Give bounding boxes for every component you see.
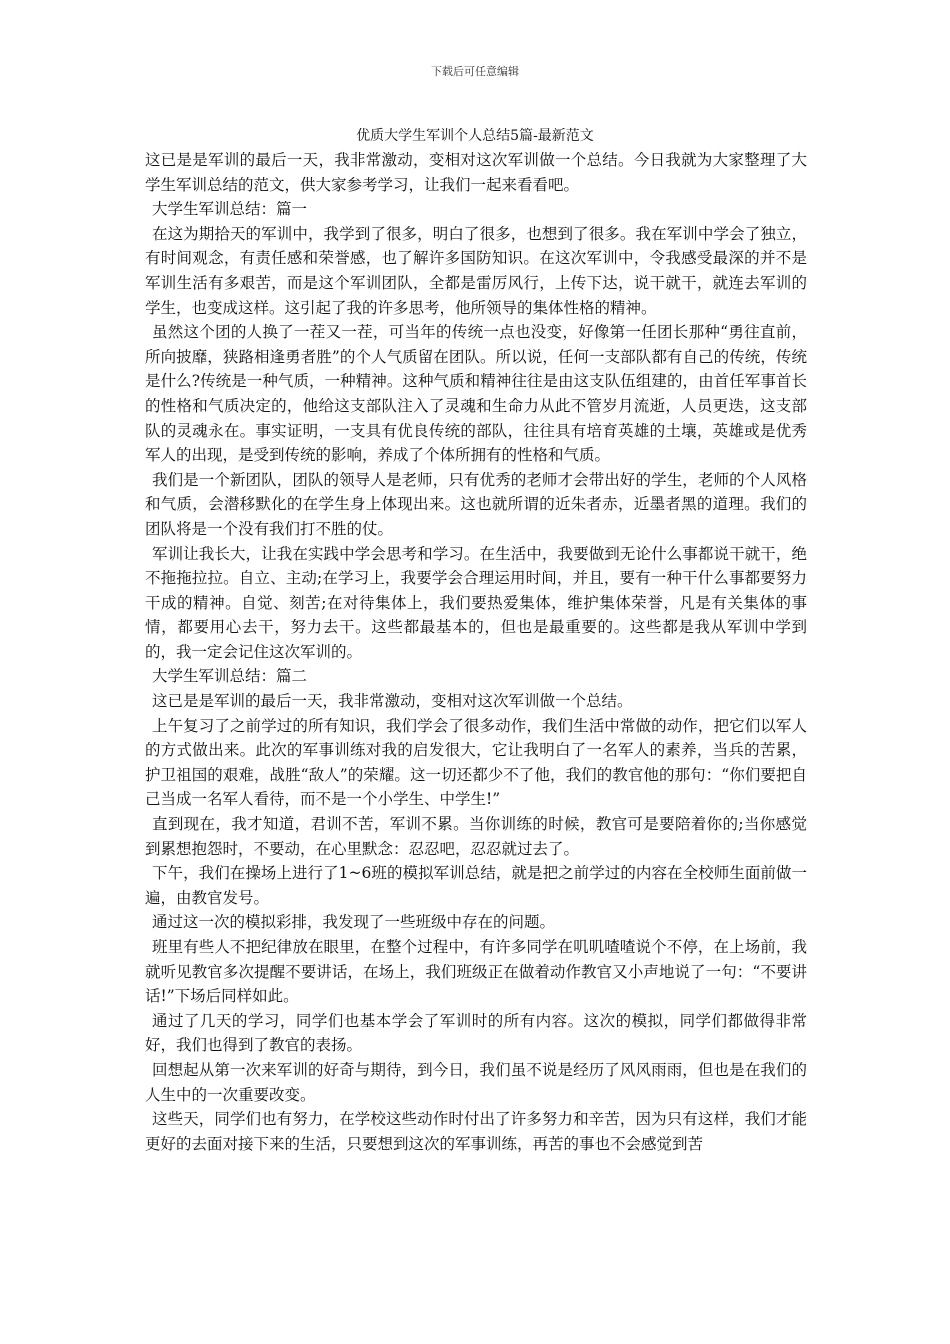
- body-paragraph: 我们是一个新团队，团队的领导人是老师，只有优秀的老师才会带出好的学生，老师的个人风格和气质，会潜移默化的在学生身上体现出来。这也就所谓的近朱者赤，近墨者黑的道理。我们的团队将是一个没有我们打不胜的仗。: [145, 470, 807, 538]
- section-heading-2: 大学生军训总结：篇二: [151, 667, 307, 686]
- body-paragraph: 军训让我长大，让我在实践中学会思考和学习。在生活中，我要做到无论什么事都说干就干，绝不拖拖拉拉。自立、主动;在学习上，我要学会合理运用时间，并且，要有一种干什么事都要努力干成的精神。自觉、刻苦;在对待集体上，我们要热爱集体，维护集体荣誉，凡是有关集体的事情，都要用心去干，努力去干。这些都最基本的，但也是最重要的。这些都是我从军训中学到的，我一定会记住这次军训的。: [145, 544, 807, 661]
- body-paragraph: 通过这一次的模拟彩排，我发现了一些班级中存在的问题。: [151, 913, 555, 932]
- body-paragraph: 回想起从第一次来军训的好奇与期待，到今日，我们虽不说是经历了风风雨雨，但也是在我们的人生中的一次重要改变。: [145, 1060, 807, 1104]
- body-paragraph: 在这为期拾天的军训中，我学到了很多，明白了很多，也想到了很多。我在军训中学会了独立，有时间观念，有责任感和荣誉感，也了解许多国防知识。在这次军训中，令我感受最深的并不是军训生活有多艰苦，而是这个军训团队，全都是雷厉风行，上传下达，说干就干，就连去军训的学生，也变成这样。这引起了我的许多思考，他所领导的集体性格的精神。: [145, 224, 807, 317]
- body-paragraph: 通过了几天的学习，同学们也基本学会了军训时的所有内容。这次的模拟，同学们都做得非常好，我们也得到了教官的表扬。: [145, 1011, 807, 1055]
- body-paragraph: 下午，我们在操场上进行了1~6班的模拟军训总结，就是把之前学过的内容在全校师生面前做一遍，由教官发号。: [145, 864, 807, 907]
- document-title: 优质大学生军训个人总结5篇-最新范文: [356, 128, 594, 144]
- section-heading-1: 大学生军训总结：篇一: [151, 200, 307, 219]
- page-header-note: 下载后可任意编辑: [431, 65, 519, 78]
- document-body: [145, 148, 807, 1156]
- body-paragraph: 虽然这个团的人换了一茬又一茬，可当年的传统一点也没变，好像第一任团长那种“勇往直前，所向披靡，狭路相逢勇者胜”的个人气质留在团队。所以说，任何一支部队都有自己的传统，传统是什么?传统是一种气质，一种精神。这种气质和精神往往是由这支队伍组建的，由首任军事首长的性格和气质决定的，他给这支部队注入了灵魂和生命力从此不管岁月流逝，人员更迭，这支部队的灵魂永在。事实证明，一支具有优良传统的部队，往往具有培育英雄的土壤，英雄或是优秀军人的出现，是受到传统的影响，养成了个体所拥有的性格和气质。: [145, 323, 807, 465]
- body-paragraph: 这些天，同学们也有努力，在学校这些动作时付出了许多努力和辛苦，因为只有这样，我们才能更好的去面对接下来的生活，只要想到这次的军事训练，再苦的事也不会感觉到苦: [145, 1110, 807, 1153]
- body-paragraph: 上午复习了之前学过的所有知识，我们学会了很多动作，我们生活中常做的动作，把它们以军人的方式做出来。此次的军事训练对我的启发很大，它让我明白了一名军人的素养，当兵的苦累，护卫祖国的艰难，战胜“敌人”的荣耀。这一切还都少不了他，我们的教官他的那句：“你们要把自己当成一名军人看待，而不是一个小学生、中学生!”: [145, 716, 807, 809]
- intro-paragraph: 这已是是军训的最后一天，我非常激动，变相对这次军训做一个总结。今日我就为大家整理了大学生军训总结的范文，供大家参考学习，让我们一起来看看吧。: [145, 151, 807, 194]
- body-paragraph: 这已是是军训的最后一天，我非常激动，变相对这次军训做一个总结。: [151, 692, 633, 711]
- body-paragraph: 直到现在，我才知道，君训不苦，军训不累。当你训练的时候，教官可是要陪着你的;当你感觉到累想抱怨时，不要动，在心里默念：忍忍吧，忍忍就过去了。: [145, 815, 807, 858]
- body-paragraph: 班里有些人不把纪律放在眼里，在整个过程中，有许多同学在叽叽喳喳说个不停，在上场前，我就听见教官多次提醒不要讲话，在场上，我们班级正在做着动作教官又小声地说了一句：“不要讲话!”下场后同样如此。: [145, 938, 807, 1006]
